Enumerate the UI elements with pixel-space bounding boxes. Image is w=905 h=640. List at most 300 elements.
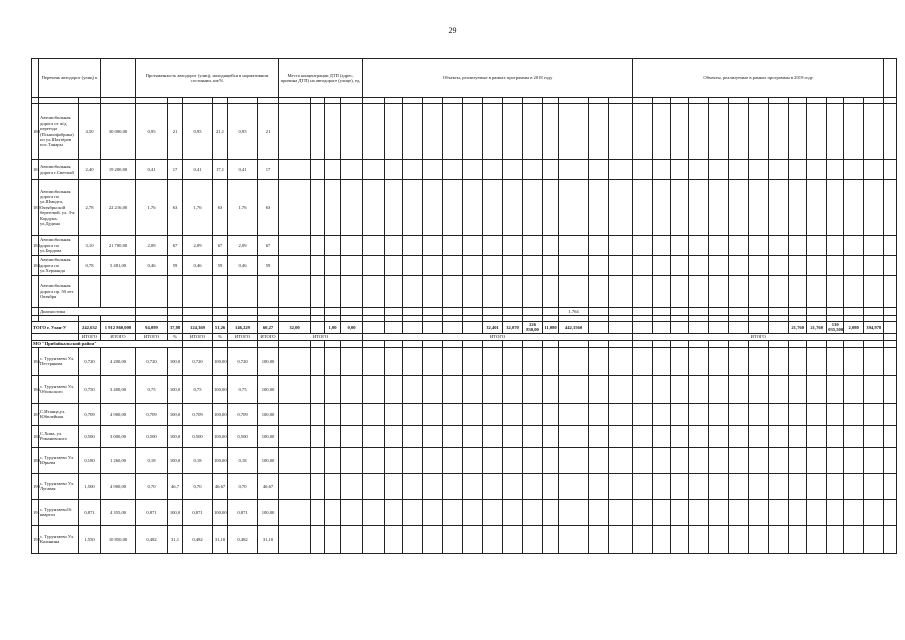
empty-cell <box>325 256 341 276</box>
empty-cell <box>653 347 671 375</box>
road-length: 2,40 <box>79 160 101 180</box>
table-row <box>32 375 897 403</box>
table-cell <box>311 322 325 334</box>
empty-cell <box>385 340 403 347</box>
empty-cell <box>749 256 769 276</box>
empty-cell <box>689 403 709 425</box>
itogo-label: ИТОГО <box>363 333 633 340</box>
empty-cell <box>633 525 653 553</box>
itogo-label: ИТОГО <box>633 333 884 340</box>
empty-cell <box>884 236 897 256</box>
empty-cell <box>789 160 807 180</box>
empty-cell <box>443 473 463 499</box>
itogo-label: ИТОГО <box>279 333 363 340</box>
empty-cell <box>403 340 423 347</box>
empty-cell <box>844 473 864 499</box>
empty-cell <box>483 425 503 447</box>
empty-cell <box>844 347 864 375</box>
empty-cell <box>589 525 609 553</box>
empty-cell <box>483 375 503 403</box>
empty-cell <box>325 525 341 553</box>
empty-cell <box>827 256 844 276</box>
empty-cell <box>769 425 789 447</box>
empty-cell <box>689 256 709 276</box>
road-length: 0,871 <box>79 499 101 525</box>
empty-cell <box>709 322 729 334</box>
empty-cell <box>443 499 463 525</box>
empty-cell <box>807 473 827 499</box>
norm-pct-3: 31,10 <box>258 525 279 553</box>
empty-cell <box>503 525 523 553</box>
empty-cell <box>807 236 827 256</box>
empty-cell <box>653 340 671 347</box>
empty-cell <box>709 347 729 375</box>
empty-cell <box>749 340 769 347</box>
empty-cell <box>789 425 807 447</box>
empty-cell <box>423 403 443 425</box>
empty-cell <box>633 499 653 525</box>
empty-cell <box>671 375 689 403</box>
itogo-label: ИТОГО <box>258 333 279 340</box>
table-cell <box>32 333 79 340</box>
empty-cell <box>341 340 363 347</box>
row-number: 187 <box>32 403 39 425</box>
empty-cell <box>311 473 325 499</box>
empty-cell <box>864 256 884 276</box>
empty-cell <box>653 473 671 499</box>
empty-cell <box>559 276 589 308</box>
empty-cell <box>559 104 589 160</box>
norm-pct-3 <box>258 276 279 308</box>
pct-label: % <box>213 333 228 340</box>
empty-cell <box>689 425 709 447</box>
empty-cell <box>671 340 689 347</box>
itogo-label: ИТОГО <box>79 333 101 340</box>
total-f5: 394,978 <box>864 322 884 334</box>
header-objects-2019: Объекты, реализуемые в рамках программы в 2019 году <box>633 59 884 98</box>
empty-cell <box>807 256 827 276</box>
total-length: 242,632 <box>79 322 101 334</box>
total-v2: 124,369 <box>183 322 213 334</box>
empty-cell <box>709 160 729 180</box>
empty-cell <box>844 525 864 553</box>
empty-cell <box>363 256 385 276</box>
road-cost: 1 260,00 <box>101 447 136 473</box>
empty-cell <box>709 447 729 473</box>
empty-cell <box>363 447 385 473</box>
empty-cell <box>884 104 897 160</box>
empty-cell <box>864 447 884 473</box>
norm-pct-2: 100,00 <box>213 347 228 375</box>
norm-length-1: 0,720 <box>136 347 168 375</box>
norm-pct-2: 100,00 <box>213 403 228 425</box>
empty-cell <box>403 276 423 308</box>
empty-cell <box>844 236 864 256</box>
norm-pct-3: 46,67 <box>258 473 279 499</box>
empty-cell <box>325 340 341 347</box>
empty-cell <box>503 347 523 375</box>
table-row <box>32 347 897 375</box>
empty-cell <box>884 322 897 334</box>
empty-cell <box>844 499 864 525</box>
empty-cell <box>789 256 807 276</box>
norm-length-1 <box>136 276 168 308</box>
empty-cell <box>633 322 653 334</box>
norm-length-3: 0,75 <box>228 375 258 403</box>
empty-cell <box>341 447 363 473</box>
empty-cell <box>633 347 653 375</box>
empty-cell <box>463 499 483 525</box>
total-cost: 1 912 860,000 <box>101 322 136 334</box>
empty-cell <box>589 340 609 347</box>
empty-cell <box>807 525 827 553</box>
empty-cell <box>279 403 311 425</box>
empty-cell <box>749 180 769 236</box>
empty-cell <box>385 499 403 525</box>
empty-cell <box>633 375 653 403</box>
row-number: 190 <box>32 473 39 499</box>
norm-length-3: 0,500 <box>228 425 258 447</box>
empty-cell <box>311 403 325 425</box>
road-name: Автомобильная дорога от ж/д переезда (Псышофабрика) по ул.Шахтёров пос.Танары <box>39 104 79 160</box>
empty-cell <box>653 322 671 334</box>
empty-cell <box>609 104 633 160</box>
empty-cell <box>709 473 729 499</box>
empty-cell <box>729 347 749 375</box>
total-f1: 21,760 <box>789 322 807 334</box>
empty-cell <box>689 525 709 553</box>
empty-cell <box>363 403 385 425</box>
empty-cell <box>503 375 523 403</box>
norm-pct-2: 46,67 <box>213 473 228 499</box>
road-cost <box>101 276 136 308</box>
empty-cell <box>709 180 729 236</box>
empty-cell <box>279 347 311 375</box>
empty-cell <box>729 236 749 256</box>
empty-cell <box>385 276 403 308</box>
empty-cell <box>729 308 749 316</box>
empty-cell <box>543 180 559 236</box>
norm-length-3: 2,09 <box>228 236 258 256</box>
empty-cell <box>463 403 483 425</box>
empty-cell <box>311 499 325 525</box>
empty-cell <box>341 499 363 525</box>
empty-cell <box>827 375 844 403</box>
norm-length-1: 0,46 <box>136 256 168 276</box>
empty-cell <box>729 473 749 499</box>
empty-cell <box>311 525 325 553</box>
empty-cell <box>827 180 844 236</box>
empty-cell <box>729 525 749 553</box>
road-name: Автомобильная дорога г.Светлый <box>39 160 79 180</box>
empty-cell <box>311 425 325 447</box>
empty-cell <box>443 403 463 425</box>
table-row <box>32 236 897 256</box>
empty-cell <box>749 473 769 499</box>
road-name: Автомобильная дорога по ул.Бердова <box>39 236 79 256</box>
total-p2: 51,26 <box>213 322 228 334</box>
empty-cell <box>789 276 807 308</box>
empty-cell <box>709 308 729 316</box>
empty-cell <box>671 308 689 316</box>
table-cell <box>32 59 39 98</box>
empty-cell <box>689 347 709 375</box>
total-v1: 94,099 <box>136 322 168 334</box>
empty-cell <box>769 499 789 525</box>
empty-cell <box>559 236 589 256</box>
empty-cell <box>363 425 385 447</box>
empty-cell <box>543 525 559 553</box>
empty-cell <box>709 375 729 403</box>
empty-cell <box>325 308 341 316</box>
empty-cell <box>483 308 503 316</box>
empty-cell <box>543 256 559 276</box>
itogo-label: ИТОГО <box>101 333 136 340</box>
empty-cell <box>325 403 341 425</box>
table-row <box>32 308 897 316</box>
row-number: 192 <box>32 525 39 553</box>
total-e3: 226 830,00 <box>523 322 543 334</box>
norm-length-1: 0,482 <box>136 525 168 553</box>
empty-cell <box>709 403 729 425</box>
empty-cell <box>671 403 689 425</box>
empty-cell <box>807 160 827 180</box>
table-cell <box>101 59 136 98</box>
empty-cell <box>749 447 769 473</box>
row-number <box>32 276 39 308</box>
empty-cell <box>844 308 864 316</box>
norm-pct-3: 63 <box>258 180 279 236</box>
empty-cell <box>443 236 463 256</box>
empty-cell <box>341 425 363 447</box>
empty-cell <box>653 180 671 236</box>
road-name: Автомобильная дорога пр. 50 лет Октября <box>39 276 79 308</box>
empty-cell <box>827 276 844 308</box>
empty-cell <box>709 236 729 256</box>
empty-cell <box>523 276 543 308</box>
table-row <box>32 525 897 553</box>
norm-pct-3: 100,00 <box>258 425 279 447</box>
norm-length-2: 0,75 <box>183 375 213 403</box>
empty-cell <box>363 160 385 180</box>
empty-cell <box>633 403 653 425</box>
road-cost: 4 900,00 <box>101 473 136 499</box>
norm-pct-3: 100,00 <box>258 347 279 375</box>
norm-pct-1: 100,0 <box>168 347 183 375</box>
empty-cell <box>633 236 653 256</box>
empty-cell <box>543 276 559 308</box>
total-e1: 32,401 <box>483 322 503 334</box>
empty-cell <box>729 340 749 347</box>
empty-cell <box>671 473 689 499</box>
empty-cell <box>807 499 827 525</box>
norm-pct-1: 100,0 <box>168 403 183 425</box>
empty-cell <box>543 499 559 525</box>
empty-cell <box>709 499 729 525</box>
total-f3: 130 035,500 <box>828 322 844 333</box>
empty-cell <box>827 308 844 316</box>
empty-cell <box>403 403 423 425</box>
empty-cell <box>258 340 279 347</box>
empty-cell <box>279 236 311 256</box>
empty-cell <box>827 403 844 425</box>
empty-cell <box>543 160 559 180</box>
empty-cell <box>609 403 633 425</box>
empty-cell <box>341 104 363 160</box>
norm-pct-2: 59 <box>213 256 228 276</box>
empty-cell <box>653 499 671 525</box>
empty-cell <box>827 447 844 473</box>
empty-cell <box>559 473 589 499</box>
norm-pct-2: 31,10 <box>213 525 228 553</box>
empty-cell <box>749 322 769 334</box>
empty-cell <box>884 276 897 308</box>
empty-cell <box>523 308 543 316</box>
empty-cell <box>325 160 341 180</box>
empty-cell <box>749 375 769 403</box>
empty-cell <box>653 403 671 425</box>
norm-length-2: 0,720 <box>183 347 213 375</box>
empty-cell <box>864 180 884 236</box>
empty-cell <box>385 256 403 276</box>
empty-cell <box>443 447 463 473</box>
empty-cell <box>769 473 789 499</box>
empty-cell <box>543 347 559 375</box>
empty-cell <box>807 425 827 447</box>
pct-label: % <box>168 333 183 340</box>
empty-cell <box>884 525 897 553</box>
empty-cell <box>729 160 749 180</box>
empty-cell <box>729 403 749 425</box>
empty-cell <box>559 447 589 473</box>
empty-cell <box>341 347 363 375</box>
table-row <box>32 425 897 447</box>
empty-cell <box>423 447 443 473</box>
empty-cell <box>559 403 589 425</box>
empty-cell <box>609 447 633 473</box>
empty-cell <box>503 276 523 308</box>
empty-cell <box>884 473 897 499</box>
empty-cell <box>609 322 633 334</box>
empty-cell <box>884 308 897 316</box>
empty-cell <box>769 340 789 347</box>
row-number: 183 <box>32 236 39 256</box>
empty-cell <box>183 308 213 316</box>
total-f4: 2,080 <box>844 322 864 334</box>
empty-cell <box>689 308 709 316</box>
empty-cell <box>325 236 341 256</box>
empty-cell <box>884 499 897 525</box>
empty-cell <box>807 347 827 375</box>
empty-cell <box>443 322 463 334</box>
empty-cell <box>844 403 864 425</box>
norm-length-1: 0,95 <box>136 104 168 160</box>
total-e2: 32,070 <box>503 322 523 334</box>
empty-cell <box>325 375 341 403</box>
empty-cell <box>609 256 633 276</box>
empty-cell <box>844 180 864 236</box>
empty-cell <box>183 340 213 347</box>
empty-cell <box>523 403 543 425</box>
empty-cell <box>403 236 423 256</box>
road-length: 0,500 <box>79 425 101 447</box>
empty-cell <box>789 499 807 525</box>
empty-cell <box>769 180 789 236</box>
empty-cell <box>844 160 864 180</box>
empty-cell <box>325 425 341 447</box>
norm-length-1: 0,709 <box>136 403 168 425</box>
empty-cell <box>709 340 729 347</box>
norm-length-3: 0,46 <box>228 256 258 276</box>
empty-cell <box>671 236 689 256</box>
norm-length-3: 0,871 <box>228 499 258 525</box>
road-length <box>79 276 101 308</box>
empty-cell <box>729 425 749 447</box>
empty-cell <box>653 375 671 403</box>
empty-cell <box>403 375 423 403</box>
empty-cell <box>403 160 423 180</box>
empty-cell <box>443 276 463 308</box>
empty-cell <box>363 347 385 375</box>
empty-cell <box>279 499 311 525</box>
empty-cell <box>589 447 609 473</box>
empty-cell <box>789 375 807 403</box>
empty-cell <box>325 276 341 308</box>
empty-cell <box>311 160 325 180</box>
empty-cell <box>559 525 589 553</box>
empty-cell <box>403 473 423 499</box>
empty-cell <box>729 447 749 473</box>
road-cost: 3 400,00 <box>101 375 136 403</box>
norm-pct-1: 59 <box>168 256 183 276</box>
empty-cell <box>503 256 523 276</box>
empty-cell <box>884 347 897 375</box>
empty-cell <box>341 308 363 316</box>
norm-length-3: 0,720 <box>228 347 258 375</box>
header-accident-sites: Места концентрации ДТП (адрес, причина ДТП) на автодороге (улице), ед. <box>279 59 363 98</box>
norm-pct-2: 67 <box>213 236 228 256</box>
empty-cell <box>807 403 827 425</box>
empty-cell <box>363 525 385 553</box>
empty-cell <box>609 160 633 180</box>
table-row <box>32 180 897 236</box>
road-length: 1,550 <box>79 525 101 553</box>
norm-pct-3: 17 <box>258 160 279 180</box>
empty-cell <box>385 375 403 403</box>
empty-cell <box>609 340 633 347</box>
diagnostics-value: 1,764 <box>559 308 589 316</box>
road-cost: 21 700,00 <box>101 236 136 256</box>
empty-cell <box>789 525 807 553</box>
empty-cell <box>884 160 897 180</box>
empty-cell <box>633 340 653 347</box>
empty-cell <box>609 236 633 256</box>
empty-cell <box>633 104 653 160</box>
empty-cell <box>463 347 483 375</box>
empty-cell <box>443 340 463 347</box>
road-name: с. Турунтаево Ул. Юрьева <box>39 447 79 473</box>
row-number: 184 <box>32 256 39 276</box>
empty-cell <box>423 308 443 316</box>
empty-cell <box>633 425 653 447</box>
norm-length-3: 0,18 <box>228 447 258 473</box>
empty-cell <box>769 104 789 160</box>
empty-cell <box>503 308 523 316</box>
table-row <box>32 333 897 340</box>
empty-cell <box>523 447 543 473</box>
empty-cell <box>689 499 709 525</box>
empty-cell <box>749 308 769 316</box>
